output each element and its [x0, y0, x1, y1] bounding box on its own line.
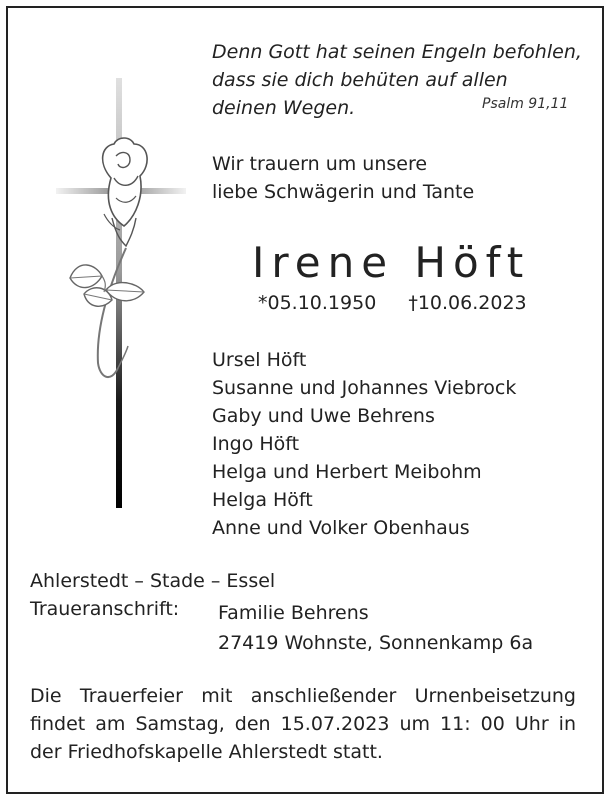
family-member: Susanne und Johannes Viebrock — [212, 377, 517, 399]
mourning-address — [218, 598, 533, 658]
family-list — [212, 346, 516, 542]
verse-line: deinen Wegen. — [212, 97, 356, 119]
mourning-line: Wir trauern um unsere — [212, 153, 428, 175]
verse-line: dass sie dich behüten auf allen — [212, 69, 508, 91]
birth-date: *05.10.1950 — [258, 292, 377, 314]
family-member: Gaby und Uwe Behrens — [212, 405, 435, 427]
verse-line: Denn Gott hat seinen Engeln befohlen, — [212, 41, 582, 63]
deceased-name: Irene Höft — [252, 238, 531, 287]
notice-line: findet am Samstag, den 15.07.2023 um 11: 00 Uhr in — [30, 713, 576, 735]
family-member: Helga Höft — [212, 489, 313, 511]
family-member: Ingo Höft — [212, 433, 300, 455]
address-label: Traueranschrift: — [30, 598, 180, 620]
family-member: Ursel Höft — [212, 349, 307, 371]
cross-with-rose-icon — [56, 78, 186, 510]
notice-line: Die Trauerfeier mit anschließender Urnenbeisetzung — [30, 685, 576, 707]
funeral-notice — [30, 682, 576, 766]
mourning-intro — [212, 150, 474, 206]
family-member: Anne und Volker Obenhaus — [212, 517, 470, 539]
notice-line: der Friedhofskapelle Ahlerstedt statt. — [30, 741, 383, 763]
places-line: Ahlerstedt – Stade – Essel — [30, 570, 276, 592]
address-line: Familie Behrens — [218, 602, 369, 624]
address-line: 27419 Wohnste, Sonnenkamp 6a — [218, 632, 534, 654]
family-member: Helga und Herbert Meibohm — [212, 461, 482, 483]
mourning-line: liebe Schwägerin und Tante — [212, 181, 475, 203]
verse-source: Psalm 91,11 — [482, 96, 569, 112]
death-date: †10.06.2023 — [408, 292, 527, 314]
life-dates — [258, 292, 527, 314]
